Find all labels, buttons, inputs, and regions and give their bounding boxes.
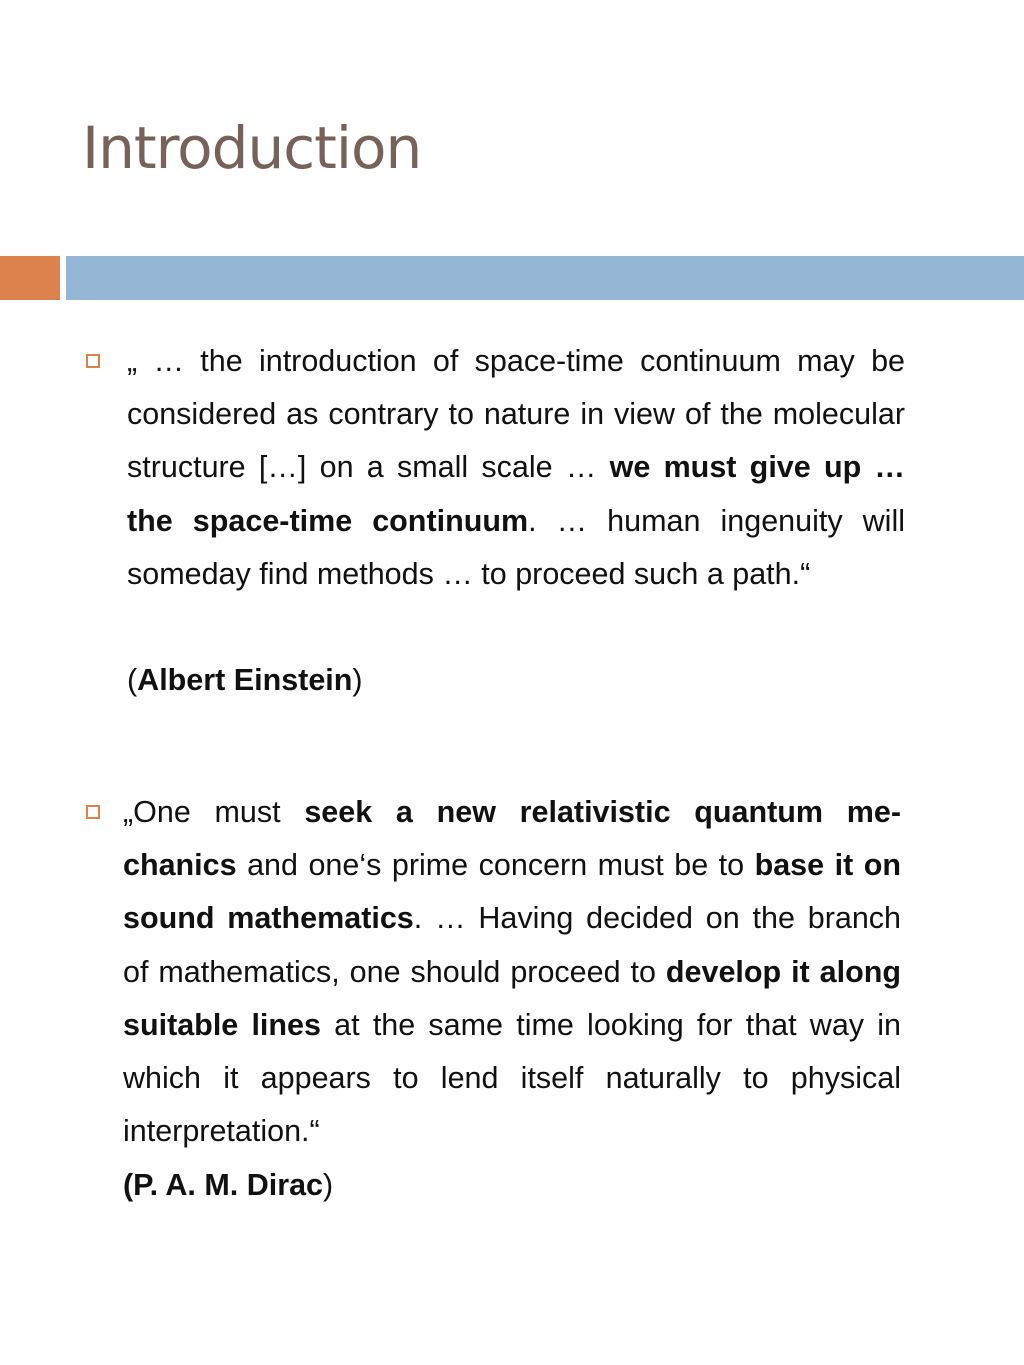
quote-text: „ … the introduction of space-time continuum may be considered as contrary to nature in view of the molecular structure […] on a small scale … [127,344,905,485]
square-bullet-icon [86,354,100,368]
quote-text: and one‘s prime concern must be to [236,848,755,883]
dirac-attribution [123,1159,333,1212]
quote-emphasis: base it on sound mathematics [123,848,901,936]
dirac-quote [123,786,901,1158]
square-bullet-icon [86,805,100,819]
einstein-quote [127,335,905,601]
quote-text: . … human ingenuity will someday find methods … to proceed such a path.“ [127,503,905,591]
quote-emphasis: seek a new relativistic quantum me-chanics [123,795,901,883]
attribution-open-paren: ( [127,663,138,697]
title-accent-square [0,256,60,300]
quote-text: at the same time looking for that way in which it appears to lend itself naturally to physical interpretation.“ [123,1007,901,1149]
slide-title: Introduction [82,114,422,182]
einstein-attribution [127,654,363,707]
attribution-close-paren: ) [352,663,363,697]
quote-text: „One must [123,795,305,829]
attribution-name: P. A. M. Dirac [133,1168,324,1202]
attribution-name: Albert Einstein [137,663,353,697]
quote-emphasis: develop it along suitable lines [123,954,901,1042]
title-accent-bar [66,256,1024,300]
quote-emphasis: we must give up … the space-time continuum [127,450,905,538]
attribution-close-paren: ) [323,1168,334,1202]
attribution-open-paren: ( [123,1168,134,1202]
quote-text: . … Having decided on the branch of mathematics, one should proceed to [123,901,901,989]
